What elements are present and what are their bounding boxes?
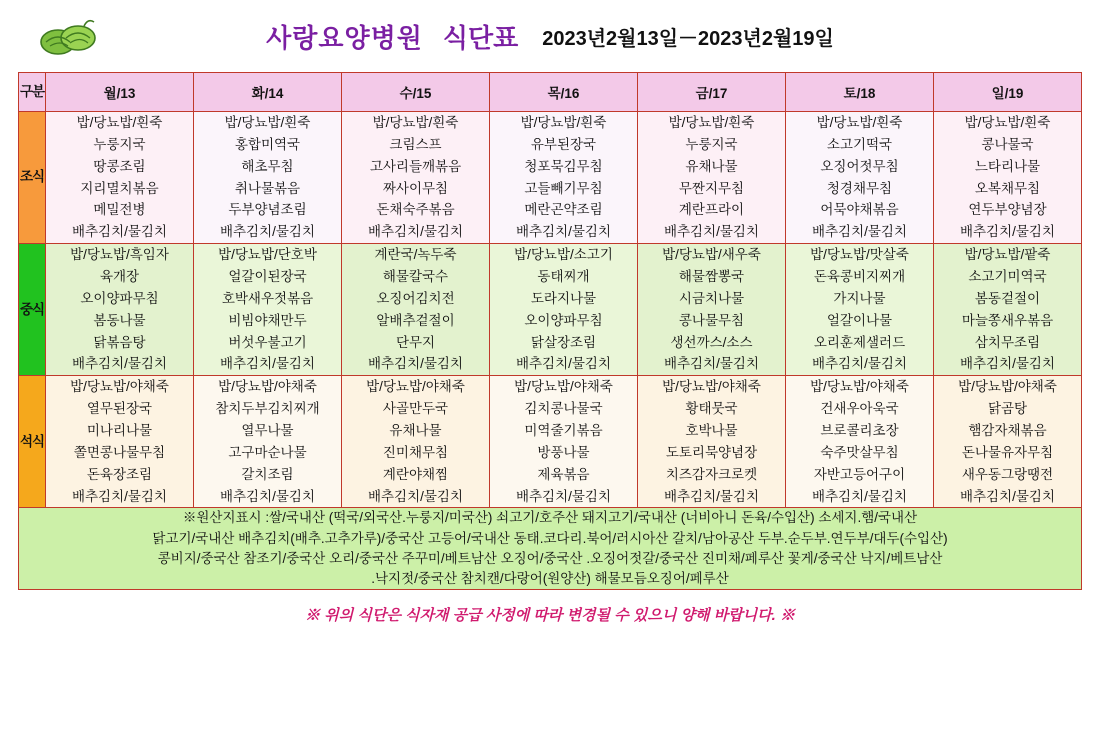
menu-item: 계란프라이	[678, 202, 745, 218]
menu-item: 배추김치/물김치	[71, 488, 168, 504]
menu-item: 참치두부김치찌개	[215, 401, 320, 417]
menu-item: 건새우아욱국	[820, 401, 899, 417]
menu-item: 비빔야채만두	[228, 312, 307, 328]
menu-item: 오징어젓무침	[820, 158, 899, 174]
menu-item: 생선까스/소스	[670, 334, 753, 350]
meal-cell	[786, 112, 934, 244]
column-header-wed: 수/15	[342, 73, 490, 112]
menu-item: 마늘쫑새우볶음	[961, 312, 1054, 328]
menu-item: 콩나물국	[981, 136, 1034, 152]
menu-item: 오징어김치전	[376, 290, 455, 306]
menu-item: 열무된장국	[86, 401, 153, 417]
menu-item: 배추김치/물김치	[515, 488, 612, 504]
menu-item: 브로콜리초장	[820, 423, 899, 439]
menu-item: 황태뭇국	[685, 401, 738, 417]
column-header-fri: 금/17	[638, 73, 786, 112]
table-row-dinner	[19, 376, 1082, 508]
menu-item: 취나물볶음	[234, 180, 301, 196]
menu-item: 밥/당뇨밥/야채죽	[70, 379, 169, 395]
menu-item: 배추김치/물김치	[219, 488, 316, 504]
meal-cell	[934, 244, 1082, 376]
meal-cell	[934, 112, 1082, 244]
meal-cell	[46, 244, 194, 376]
menu-item: 닭볶음탕	[93, 334, 146, 350]
menu-item: 배추김치/물김치	[219, 224, 316, 240]
menu-item: 밥/당뇨밥/단호박	[218, 247, 317, 263]
corner-label-text: 구분	[19, 84, 45, 100]
menu-item: 도토리묵양념장	[665, 444, 758, 460]
menu-item: 제육볶음	[537, 466, 590, 482]
menu-item: 밥/당뇨밥/야채죽	[662, 379, 761, 395]
menu-item: 배추김치/물김치	[663, 224, 760, 240]
menu-item: 짜사이무침	[382, 180, 449, 196]
meal-cell	[490, 112, 638, 244]
menu-item: 얼갈이나물	[826, 312, 893, 328]
row-label-breakfast-text: 조식	[19, 169, 45, 185]
table-row-origin	[19, 508, 1082, 590]
table-row-breakfast	[19, 112, 1082, 244]
menu-item: 밥/당뇨밥/흰죽	[224, 115, 311, 130]
menu-item: 얼갈이된장국	[228, 269, 307, 285]
menu-item: 배추김치/물김치	[663, 488, 760, 504]
menu-item: 밥/당뇨밥/맛살죽	[810, 247, 909, 263]
meal-cell	[490, 376, 638, 508]
menu-item: 밥/당뇨밥/흰죽	[964, 115, 1051, 130]
meal-cell	[786, 244, 934, 376]
menu-item: 해초무침	[241, 158, 294, 174]
menu-item: 유채나물	[389, 423, 442, 439]
menu-item: 열무나물	[241, 423, 294, 439]
menu-item: 봄동겉절이	[974, 290, 1041, 306]
menu-item: 밥/당뇨밥/야채죽	[810, 379, 909, 395]
menu-item: 배추김치/물김치	[71, 356, 168, 372]
origin-line: ※원산지표시 :쌀/국내산 (떡국/외국산.누룽지/미국산) 쇠고기/호주산 돼지고기/국내산 (너비아니 돈육/수입산) 소세지.햄/국내산	[182, 510, 918, 526]
column-header-sun: 일/19	[934, 73, 1082, 112]
menu-item: 돈육장조림	[86, 466, 153, 482]
menu-item: 밥/당뇨밥/흰죽	[76, 115, 163, 130]
meal-cell	[638, 244, 786, 376]
meal-cell	[46, 376, 194, 508]
menu-item: 육개장	[99, 269, 140, 285]
menu-item: 오이양파무침	[80, 290, 159, 306]
menu-item: 땅콩조림	[93, 158, 146, 174]
column-header-thu: 목/16	[490, 73, 638, 112]
menu-item: 오복채무침	[974, 180, 1041, 196]
menu-item: 유채나물	[685, 158, 738, 174]
page-header	[0, 0, 1100, 72]
menu-item: 해물짬뽕국	[678, 269, 745, 285]
menu-item: 밥/당뇨밥/야채죽	[514, 379, 613, 395]
column-header-mon: 월/13	[46, 73, 194, 112]
origin-line: 닭고기/국내산 배추김치(배추.고추가루)/중국산 고등어/국내산 동태.코다리.북어/러시아산 갈치/남아공산 두부.순두부.연두부/대두(수입산)	[152, 530, 948, 546]
menu-item: 치즈감자크로켓	[665, 466, 758, 482]
menu-item: 누룽지국	[685, 136, 738, 152]
menu-item: 자반고등어구이	[813, 466, 906, 482]
menu-item: 호박새우젓볶음	[221, 290, 314, 306]
menu-item: 배추김치/물김치	[515, 356, 612, 372]
menu-item: 고사리들깨볶음	[369, 158, 462, 174]
menu-item: 배추김치/물김치	[71, 224, 168, 240]
menu-item: 밥/당뇨밥/야채죽	[218, 379, 317, 395]
menu-item: 소고기떡국	[826, 136, 893, 152]
menu-item: 쫄면콩나물무침	[73, 444, 166, 460]
menu-item: 해물칼국수	[382, 269, 449, 285]
corner-label	[19, 73, 46, 112]
origin-line: .낙지젓/중국산 참치캔/다랑어(원양산) 해물모듬오징어/페루산	[371, 571, 729, 587]
footnote: ※ 위의 식단은 식자재 공급 사정에 따라 변경될 수 있으니 양해 바랍니다. ※	[305, 607, 795, 625]
table-row-lunch	[19, 244, 1082, 376]
menu-item: 홍합미역국	[234, 136, 301, 152]
column-header-sat: 토/18	[786, 73, 934, 112]
row-label-lunch	[19, 244, 46, 376]
menu-item: 배추김치/물김치	[367, 356, 464, 372]
meal-cell	[194, 244, 342, 376]
menu-item: 밥/당뇨밥/소고기	[514, 247, 613, 263]
row-label-lunch-text: 중식	[19, 301, 45, 317]
meal-cell	[934, 376, 1082, 508]
menu-item: 배추김치/물김치	[959, 488, 1056, 504]
menu-item: 배추김치/물김치	[959, 356, 1056, 372]
menu-item: 알배추겉절이	[376, 312, 455, 328]
menu-item: 오이양파무침	[524, 312, 603, 328]
menu-item: 배추김치/물김치	[367, 224, 464, 240]
menu-item: 돈나물유자무침	[961, 444, 1054, 460]
origin-line: 콩비지/중국산 참조기/중국산 오리/중국산 주꾸미/베트남산 오징어/중국산 .오징어젓갈/중국산 진미채/페루산 꽃게/중국산 낙지/베트남산	[157, 550, 943, 566]
meal-cell	[342, 112, 490, 244]
menu-item: 밥/당뇨밥/새우죽	[662, 247, 761, 263]
origin-notice	[19, 508, 1082, 590]
menu-item: 가지나물	[833, 290, 886, 306]
menu-item: 밥/당뇨밥/팥죽	[964, 247, 1051, 263]
menu-item: 계란국/녹두죽	[374, 247, 457, 263]
menu-item: 삼치무조림	[974, 334, 1041, 350]
meal-cell	[46, 112, 194, 244]
column-header-tue: 화/14	[194, 73, 342, 112]
menu-item: 무짠지무침	[678, 180, 745, 196]
page-subtitle: 식단표	[442, 22, 519, 53]
menu-item: 배추김치/물김치	[811, 224, 908, 240]
menu-item: 새우동그랑땡전	[961, 466, 1054, 482]
menu-item: 돈육콩비지찌개	[813, 269, 906, 285]
menu-item: 밥/당뇨밥/야채죽	[366, 379, 465, 395]
meal-cell	[342, 376, 490, 508]
row-label-breakfast	[19, 112, 46, 244]
menu-item: 계란야채찜	[382, 466, 449, 482]
menu-item: 두부양념조림	[228, 202, 307, 218]
menu-item: 배추김치/물김치	[515, 224, 612, 240]
menu-item: 배추김치/물김치	[811, 356, 908, 372]
weekly-menu-table	[18, 72, 1082, 590]
date-range: 2023년2월13일－2023년2월19일	[542, 27, 834, 50]
menu-item: 메밀전병	[93, 202, 146, 218]
menu-item: 청포묵김무침	[524, 158, 603, 174]
menu-item: 진미채무침	[382, 444, 449, 460]
menu-item: 배추김치/물김치	[219, 356, 316, 372]
menu-item: 밥/당뇨밥/흰죽	[372, 115, 459, 130]
menu-item: 닭곰탕	[987, 401, 1028, 417]
menu-item: 돈채숙주볶음	[376, 202, 455, 218]
menu-item: 고들빼기무침	[524, 180, 603, 196]
menu-item: 콩나물무침	[678, 312, 745, 328]
cabbage-icon	[38, 16, 104, 60]
meal-cell	[490, 244, 638, 376]
menu-item: 햄감자채볶음	[968, 423, 1047, 439]
menu-item: 배추김치/물김치	[811, 488, 908, 504]
meal-cell	[638, 376, 786, 508]
menu-item: 숙주맛살무침	[820, 444, 899, 460]
meal-cell	[638, 112, 786, 244]
menu-item: 호박나물	[685, 423, 738, 439]
menu-item: 방풍나물	[537, 444, 590, 460]
meal-cell	[786, 376, 934, 508]
menu-item: 크림스프	[389, 136, 442, 152]
menu-item: 닭살장조림	[530, 334, 597, 350]
menu-item: 누룽지국	[93, 136, 146, 152]
meal-cell	[342, 244, 490, 376]
menu-item: 미역줄기볶음	[524, 423, 603, 439]
menu-item: 밥/당뇨밥/야채죽	[958, 379, 1057, 395]
menu-item: 버섯우불고기	[228, 334, 307, 350]
menu-item: 밥/당뇨밥/흰죽	[816, 115, 903, 130]
menu-item: 김치콩나물국	[524, 401, 603, 417]
menu-item: 갈치조림	[241, 466, 294, 482]
menu-item: 배추김치/물김치	[367, 488, 464, 504]
menu-item: 연두부양념장	[968, 202, 1047, 218]
menu-item: 시금치나물	[678, 290, 745, 306]
table-header-row	[19, 73, 1082, 112]
menu-item: 지리멸치볶음	[80, 180, 159, 196]
menu-item: 어묵야채볶음	[820, 202, 899, 218]
menu-item: 오리훈제샐러드	[813, 334, 906, 350]
menu-item: 청경채무침	[826, 180, 893, 196]
row-label-dinner-text: 석식	[19, 433, 45, 449]
menu-item: 봄동나물	[93, 312, 146, 328]
menu-item: 메란곤약조림	[524, 202, 603, 218]
page-title: 사랑요양병원	[266, 22, 423, 53]
meal-cell	[194, 112, 342, 244]
menu-item: 밥/당뇨밥/흰죽	[520, 115, 607, 130]
menu-item: 소고기미역국	[968, 269, 1047, 285]
menu-item: 배추김치/물김치	[959, 224, 1056, 240]
menu-item: 사골만두국	[382, 401, 449, 417]
menu-item: 단무지	[395, 334, 436, 350]
menu-item: 동태찌개	[537, 269, 590, 285]
menu-item: 미나리나물	[86, 423, 153, 439]
menu-item: 고구마순나물	[228, 444, 307, 460]
menu-item: 유부된장국	[530, 136, 597, 152]
menu-item: 밥/당뇨밥/흰죽	[668, 115, 755, 130]
meal-cell	[194, 376, 342, 508]
menu-item: 배추김치/물김치	[663, 356, 760, 372]
menu-item: 밥/당뇨밥/흑임자	[70, 247, 169, 263]
menu-item: 느타리나물	[974, 158, 1041, 174]
menu-item: 도라지나물	[530, 290, 597, 306]
row-label-dinner	[19, 376, 46, 508]
